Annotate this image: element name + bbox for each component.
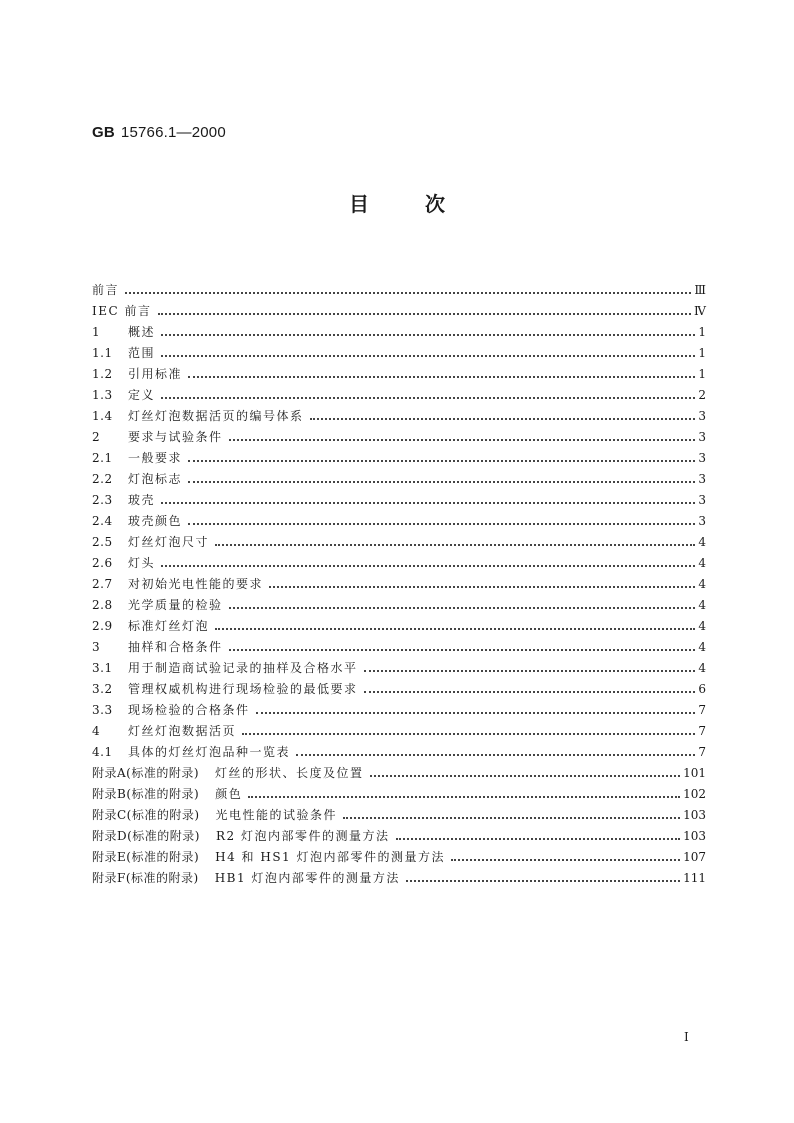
toc-entry-label: 引用标准 [128, 367, 183, 381]
page-number: I [684, 1030, 689, 1044]
toc-dot-leader [406, 880, 680, 882]
toc-dot-leader [161, 502, 695, 504]
toc-dot-leader [396, 838, 681, 840]
toc-entry[interactable] [92, 675, 706, 696]
toc-dot-leader [125, 292, 691, 294]
toc-entry[interactable] [92, 297, 706, 318]
toc-dot-leader [370, 775, 681, 777]
toc-entry-label: 光学质量的检验 [128, 598, 223, 612]
toc-entry[interactable] [92, 549, 706, 570]
toc-entry-number: 2.3 [92, 493, 113, 507]
toc-entry[interactable] [92, 633, 706, 654]
toc-entry-page: 1 [698, 346, 706, 360]
toc-entry[interactable] [92, 843, 706, 864]
toc-entry-label: 概述 [128, 325, 156, 339]
toc-entry-page: 107 [683, 850, 706, 864]
toc-entry-label: 现场检验的合格条件 [128, 703, 250, 717]
toc-entry-page: 101 [683, 766, 706, 780]
toc-dot-leader [188, 523, 695, 525]
toc-entry-page: 111 [683, 871, 706, 885]
toc-entry-number: 附录A(标准的附录) [92, 766, 200, 780]
toc-entry-label: 玻壳颜色 [128, 514, 183, 528]
toc-entry-label: 灯丝灯泡数据活页的编号体系 [128, 409, 304, 423]
toc-entry[interactable] [92, 444, 706, 465]
toc-entry-page: Ⅲ [694, 283, 706, 297]
toc-entry[interactable] [92, 339, 706, 360]
toc-dot-leader [161, 565, 695, 567]
toc-dot-leader [188, 460, 695, 462]
toc-entry[interactable] [92, 402, 706, 423]
toc-entry-label: 一般要求 [128, 451, 183, 465]
toc-dot-leader [215, 544, 695, 546]
toc-entry-label: IEC 前言 [92, 304, 152, 318]
toc-entry-label: 范围 [128, 346, 156, 360]
toc-entry-number: 1.2 [92, 367, 113, 381]
toc-entry[interactable] [92, 717, 706, 738]
toc-entry-label: 具体的灯丝灯泡品种一览表 [128, 745, 291, 759]
toc-entry[interactable] [92, 864, 706, 885]
toc-entry-number: 1 [92, 325, 101, 339]
toc-entry[interactable] [92, 822, 706, 843]
toc-entry-page: 1 [698, 367, 706, 381]
toc-entry-page: 3 [698, 493, 706, 507]
toc-entry-label: 灯丝的形状、长度及位置 [215, 766, 364, 780]
toc-entry[interactable] [92, 528, 706, 549]
toc-entry-label: 要求与试验条件 [128, 430, 223, 444]
toc-entry-page: 3 [698, 430, 706, 444]
toc-entry-label: 前言 [92, 283, 120, 297]
toc-entry[interactable] [92, 759, 706, 780]
toc-entry-page: 1 [698, 325, 706, 339]
toc-dot-leader [188, 376, 695, 378]
toc-entry[interactable] [92, 801, 706, 822]
toc-entry[interactable] [92, 276, 706, 297]
toc-entry-number: 2.5 [92, 535, 113, 549]
toc-entry-number: 2 [92, 430, 101, 444]
toc-entry-label: 定义 [128, 388, 156, 402]
toc-entry[interactable] [92, 465, 706, 486]
toc-dot-leader [310, 418, 695, 420]
toc-entry-number: 4 [92, 724, 101, 738]
toc-entry[interactable] [92, 360, 706, 381]
toc-entry-number: 3.2 [92, 682, 113, 696]
toc-entry-number: 附录F(标准的附录) [92, 871, 199, 885]
toc-entry-label: 管理权威机构进行现场检验的最低要求 [128, 682, 358, 696]
toc-entry-page: 4 [698, 640, 706, 654]
toc-entry-label: HB1 灯泡内部零件的测量方法 [214, 871, 400, 885]
toc-dot-leader [161, 355, 695, 357]
toc-entry[interactable] [92, 654, 706, 675]
toc-entry[interactable] [92, 612, 706, 633]
toc-entry[interactable] [92, 570, 706, 591]
toc-dot-leader [343, 817, 680, 819]
toc-entry-page: 7 [698, 703, 706, 717]
toc-entry[interactable] [92, 318, 706, 339]
toc-entry-label: 用于制造商试验记录的抽样及合格水平 [128, 661, 358, 675]
toc-entry-label: 光电性能的试验条件 [215, 808, 338, 822]
toc-dot-leader [256, 712, 695, 714]
toc-entry-number: 4.1 [92, 745, 113, 759]
toc-entry[interactable] [92, 381, 706, 402]
toc-entry-page: 3 [698, 409, 706, 423]
toc-entry-number: 2.6 [92, 556, 113, 570]
toc-entry-page: 7 [698, 745, 706, 759]
toc-dot-leader [161, 397, 695, 399]
standard-code [92, 124, 226, 141]
toc-dot-leader [364, 670, 695, 672]
toc-entry-label: 对初始光电性能的要求 [128, 577, 264, 591]
toc-entry-number: 2.1 [92, 451, 113, 465]
toc-entry-page: 4 [698, 556, 706, 570]
toc-entry-number: 3.1 [92, 661, 113, 675]
toc-entry-page: 4 [698, 661, 706, 675]
toc-entry-number: 附录C(标准的附录) [92, 808, 200, 822]
toc-entry-number: 2.4 [92, 514, 113, 528]
toc-entry-label: 灯丝灯泡尺寸 [128, 535, 210, 549]
toc-entry-page: 3 [698, 472, 706, 486]
toc-entry-number: 1.4 [92, 409, 113, 423]
toc-entry-label: H4 和 HS1 灯泡内部零件的测量方法 [215, 850, 445, 864]
toc-entry-page: 103 [683, 829, 706, 843]
toc-entry-number: 3 [92, 640, 101, 654]
toc-entry-page: 102 [683, 787, 706, 801]
toc-entry-label: 抽样和合格条件 [128, 640, 223, 654]
toc-entry-page: 6 [698, 682, 706, 696]
toc-dot-leader [229, 649, 695, 651]
toc-entry-page: 2 [698, 388, 706, 402]
toc-entry-page: Ⅳ [694, 304, 706, 318]
toc-entry-number: 附录E(标准的附录) [92, 850, 200, 864]
toc-entry-page: 4 [698, 577, 706, 591]
toc-entry-number: 2.8 [92, 598, 113, 612]
toc-entry-number: 附录D(标准的附录) [92, 829, 200, 843]
toc-dot-leader [242, 733, 695, 735]
toc-dot-leader [248, 796, 680, 798]
toc-entry-page: 3 [698, 451, 706, 465]
toc-entry-page: 4 [698, 619, 706, 633]
toc-dot-leader [161, 334, 695, 336]
toc-dot-leader [215, 628, 695, 630]
table-of-contents [92, 276, 706, 885]
toc-entry-label: R2 灯泡内部零件的测量方法 [216, 829, 390, 843]
toc-entry-label: 标准灯丝灯泡 [128, 619, 210, 633]
toc-entry-label: 灯泡标志 [128, 472, 183, 486]
toc-entry[interactable] [92, 591, 706, 612]
toc-dot-leader [229, 439, 695, 441]
toc-entry-number: 2.9 [92, 619, 113, 633]
toc-dot-leader [296, 754, 695, 756]
toc-entry-number: 2.2 [92, 472, 113, 486]
toc-entry-number: 2.7 [92, 577, 113, 591]
standard-code-number: 15766.1—2000 [120, 124, 226, 141]
toc-dot-leader [229, 607, 695, 609]
toc-dot-leader [188, 481, 695, 483]
toc-entry[interactable] [92, 423, 706, 444]
toc-entry-label: 灯丝灯泡数据活页 [128, 724, 237, 738]
toc-entry-page: 3 [698, 514, 706, 528]
toc-entry-label: 灯头 [128, 556, 156, 570]
toc-entry[interactable] [92, 780, 706, 801]
toc-entry[interactable] [92, 507, 706, 528]
toc-entry-number: 附录B(标准的附录) [92, 787, 200, 801]
toc-entry-page: 103 [683, 808, 706, 822]
standard-code-prefix: GB [92, 124, 115, 141]
toc-entry-number: 1.3 [92, 388, 113, 402]
toc-entry-page: 4 [698, 598, 706, 612]
toc-entry-label: 颜色 [215, 787, 243, 801]
toc-entry-page: 7 [698, 724, 706, 738]
toc-dot-leader [158, 313, 692, 315]
page-title: 目次 [349, 192, 501, 216]
toc-entry[interactable] [92, 696, 706, 717]
toc-entry-number: 1.1 [92, 346, 113, 360]
toc-entry-label: 玻壳 [128, 493, 156, 507]
toc-entry-page: 4 [698, 535, 706, 549]
toc-entry[interactable] [92, 738, 706, 759]
toc-entry-number: 3.3 [92, 703, 113, 717]
toc-entry[interactable] [92, 486, 706, 507]
toc-dot-leader [451, 859, 680, 861]
toc-dot-leader [269, 586, 695, 588]
toc-dot-leader [364, 691, 695, 693]
